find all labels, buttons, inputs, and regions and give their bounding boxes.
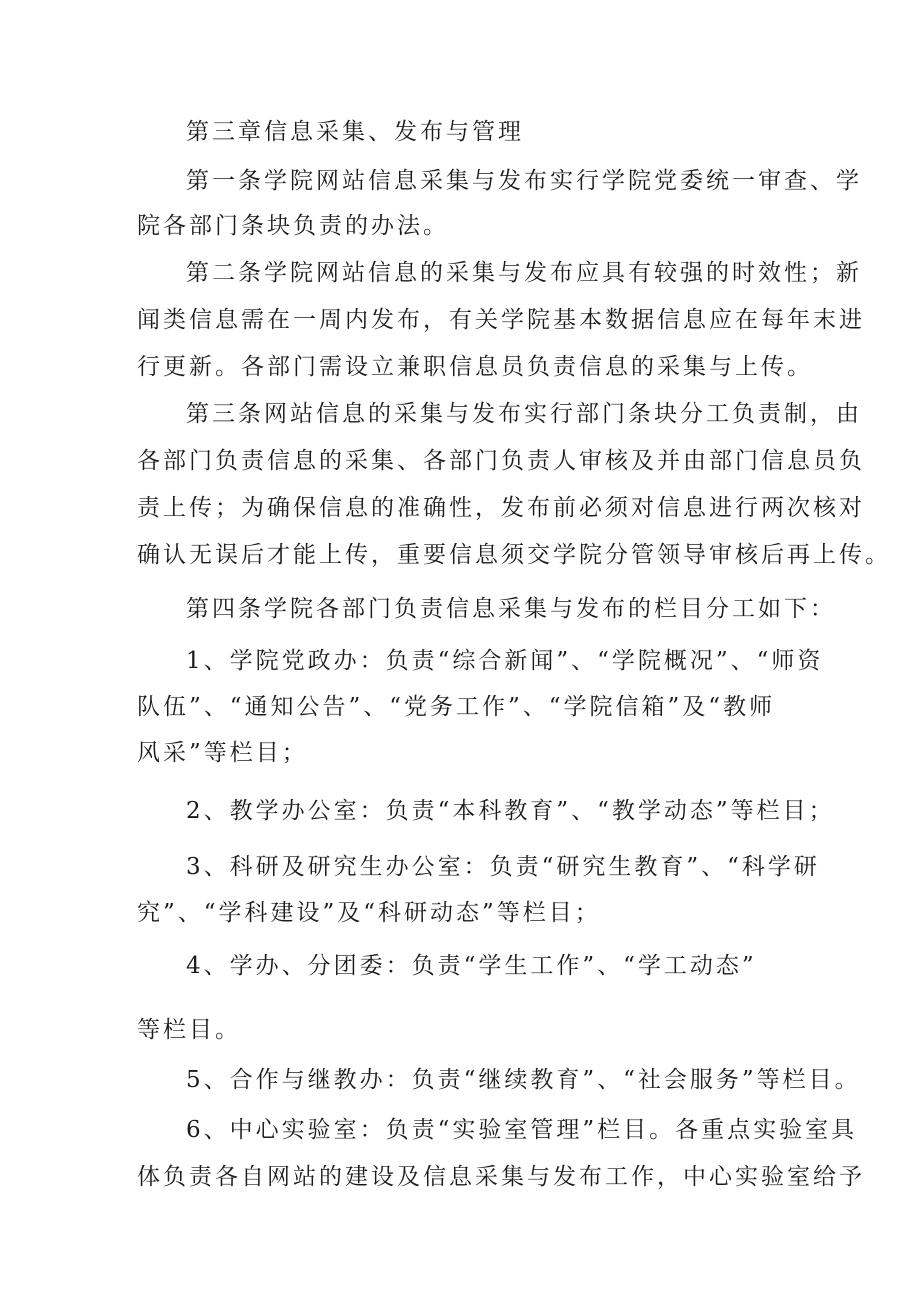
article-3-line-4: 确认无误后才能上传，重要信息须交学院分管领导审核后再上传。	[137, 542, 891, 568]
item-2-line-1: 2、教学办公室：负责“本科教育”、“教学动态”等栏目；	[186, 798, 835, 824]
article-3-line-2: 各部门负责信息的采集、各部门负责人审核及并由部门信息员负	[137, 448, 865, 474]
article-3-line-1: 第三条网站信息的采集与发布实行部门条块分工负责制，由	[186, 401, 862, 427]
item-1-line-2: 队伍”、“通知公告”、“党务工作”、“学院信箱”及“教师	[137, 694, 776, 720]
article-3-line-3: 责上传；为确保信息的准确性，发布前必须对信息进行两次核对	[137, 495, 865, 521]
item-6-line-2: 体负责各自网站的建设及信息采集与发布工作，中心实验室给予	[137, 1164, 865, 1190]
item-3-line-1: 3、科研及研究生办公室：负责“研究生教育”、“科学研	[186, 854, 820, 880]
item-6-line-1: 6、中心实验室：负责“实验室管理”栏目。各重点实验室具	[186, 1117, 858, 1143]
item-4-line-1: 4、学办、分团委：负责“学生工作”、“学工动态”	[186, 953, 757, 979]
item-5-line-1: 5、合作与继教办：负责“继续教育”、“社会服务”等栏目。	[186, 1067, 861, 1093]
article-4-line-1: 第四条学院各部门负责信息采集与发布的栏目分工如下：	[186, 596, 836, 622]
item-4-line-2: 等栏目。	[137, 1017, 241, 1043]
item-1-line-3: 风采”等栏目；	[137, 740, 308, 766]
article-1-line-2: 院各部门条块负责的办法。	[137, 213, 449, 239]
item-3-line-2: 究”、“学科建设”及“科研动态”等栏目；	[137, 900, 601, 926]
item-1-line-1: 1、学院党政办：负责“综合新闻”、“学院概况”、“师资	[186, 648, 824, 674]
chapter-heading: 第三章信息采集、发布与管理	[186, 119, 524, 145]
article-2-line-3: 行更新。各部门需设立兼职信息员负责信息的采集与上传。	[137, 354, 813, 380]
article-2-line-2: 闻类信息需在一周内发布，有关学院基本数据信息应在每年末进	[137, 307, 865, 333]
article-2-line-1: 第二条学院网站信息的采集与发布应具有较强的时效性；新	[186, 260, 862, 286]
article-1-line-1: 第一条学院网站信息采集与发布实行学院党委统一审查、学	[186, 168, 862, 194]
